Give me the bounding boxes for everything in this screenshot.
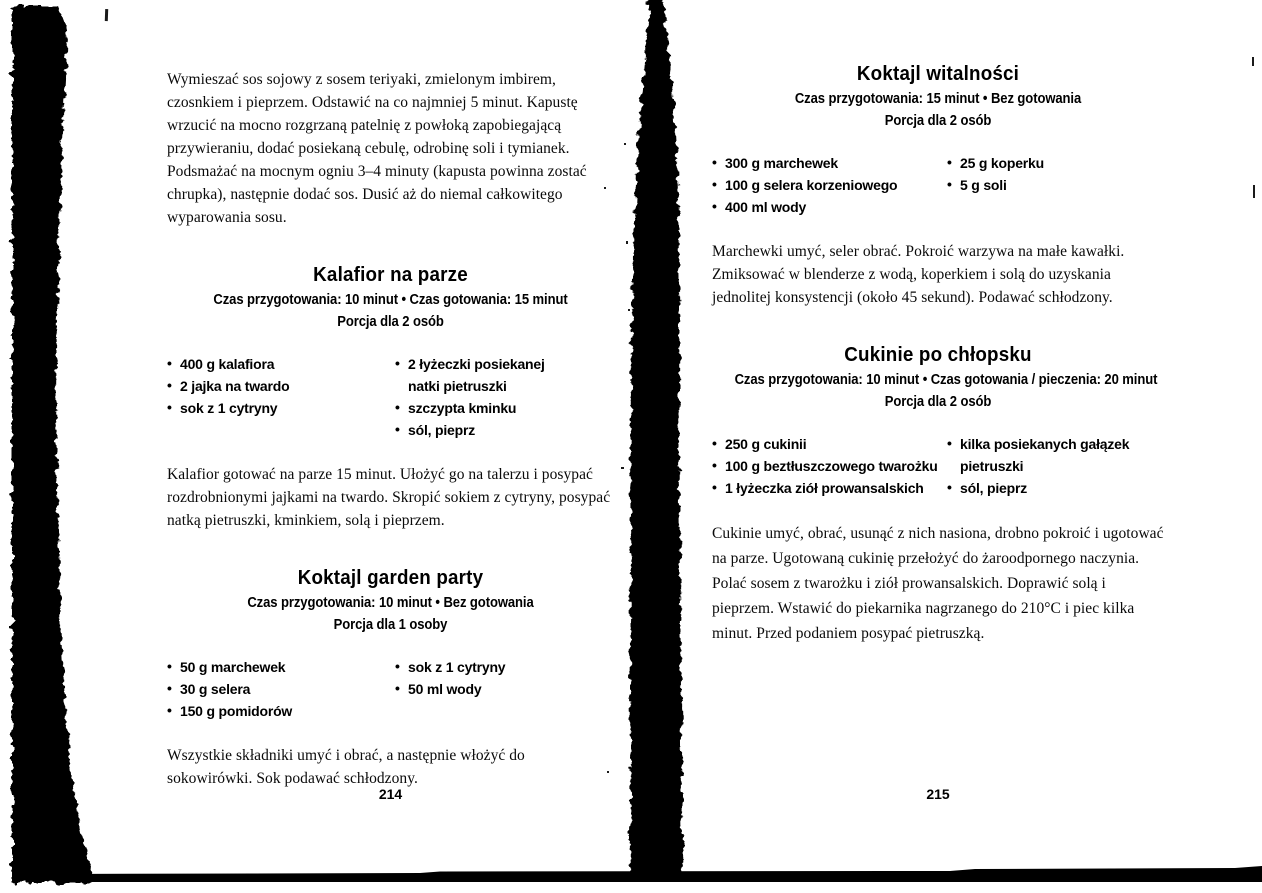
recipe-time-info: Czas przygotowania: 15 minut • Bez gotowania — [794, 91, 1082, 107]
ingredient-item: • 50 ml wody — [395, 678, 580, 700]
scan-left-edge-shadow — [12, 6, 95, 883]
intro-paragraph: Wymieszać sos sojowy z sosem teriyaki, zmielonym imbirem, czosnkiem i pieprzem. Odstawić na co najmniej 5 minut. Kapustę wrzucić na mocno rozgrzaną patelnię z powłoką zapobiegającą przywieraniu, dodać posiekaną cebulę, odrobinę soli i tymianek. Podsmażać na mocnym ogniu 3–4 minuty (kapusta powinna zostać chrupka), następnie dodać sos. Dusić aż do niemal całkowitego wyparowania sosu. — [167, 71, 587, 226]
ingredients-list — [167, 656, 614, 722]
ingredient-item: • 5 g soli — [947, 174, 1137, 196]
recipe-title: Cukinie po chłopsku — [844, 344, 1032, 366]
scanned-page-right — [712, 62, 1164, 646]
instructions-paragraph: Wszystkie składniki umyć i obrać, a następnie włożyć do sokowirówki. Sok podawać schłodzony. — [167, 747, 525, 787]
recipe-title: Kalafior na parze — [313, 264, 468, 286]
ingredients-column-right — [947, 433, 1137, 499]
instructions-paragraph: Kalafior gotować na parze 15 minut. Ułożyć go na talerzu i posypać rozdrobnionymi jajkami na twardo. Skropić sokiem z cytryny, posypać natką pietruszki, kminkiem, solą i pieprzem. — [167, 466, 611, 529]
ingredients-list — [712, 152, 1164, 218]
ingredients-column-right — [395, 353, 580, 441]
ingredient-item: • 100 g beztłuszczowego twarożku — [712, 455, 947, 477]
scan-speck — [621, 467, 624, 469]
page-number-right: 215 — [926, 786, 950, 802]
ingredient-item: • 2 łyżeczki posiekanej natki pietruszki — [395, 353, 580, 397]
ingredient-item: • 150 g pomidorów — [167, 700, 395, 722]
ingredient-item: • 400 g kalafiora — [167, 353, 395, 375]
scan-speck — [1253, 185, 1255, 198]
ingredient-item: • 2 jajka na twardo — [167, 375, 395, 397]
recipe-title: Koktajl garden party — [297, 567, 484, 589]
scan-speck — [626, 241, 628, 244]
ingredients-column-left — [167, 656, 395, 722]
recipe-serving-info: Porcja dla 2 osób — [337, 314, 444, 330]
page-number-left: 214 — [378, 786, 403, 802]
recipe-title: Koktajl witalności — [856, 63, 1020, 85]
recipe-time-info: Czas przygotowania: 10 minut • Bez gotowania — [247, 595, 534, 611]
scan-speck — [624, 143, 626, 145]
ingredient-item: • 50 g marchewek — [167, 656, 395, 678]
recipe-cukinie-po-chlopsku — [712, 343, 1164, 646]
ingredient-item: • szczypta kminku — [395, 397, 580, 419]
ingredient-item: • 30 g selera — [167, 678, 395, 700]
ingredient-item: • 1 łyżeczka ziół prowansalskich — [712, 477, 947, 499]
instructions-paragraph: Marchewki umyć, seler obrać. Pokroić warzywa na małe kawałki. Zmiksować w blenderze z wodą, koperkiem i solą do uzyskania jednolitej konsystencji (około 45 sekund). Podawać schłodzony. — [712, 243, 1125, 306]
ingredient-item: • sól, pieprz — [947, 477, 1137, 499]
recipe-koktajl-witalnosci — [712, 62, 1164, 309]
recipe-serving-info: Porcja dla 2 osób — [884, 113, 992, 129]
ingredient-item: • sok z 1 cytryny — [395, 656, 580, 678]
recipe-time-info: Czas przygotowania: 10 minut • Czas gotowania / pieczenia: 20 minut — [734, 372, 1158, 388]
ingredients-list — [712, 433, 1164, 499]
book-gutter-shadow — [630, 0, 683, 877]
ingredient-item: • 300 g marchewek — [712, 152, 947, 174]
ingredients-column-left — [167, 353, 395, 441]
recipe-kalafior-na-parze — [167, 263, 614, 532]
recipe-koktajl-garden-party — [167, 566, 614, 790]
scan-speck — [628, 309, 630, 311]
ingredients-column-right — [947, 152, 1137, 218]
ingredient-item: • kilka posiekanych gałązek pietruszki — [947, 433, 1137, 477]
recipe-serving-info: Porcja dla 2 osób — [884, 394, 992, 410]
ingredient-item: • 25 g koperku — [947, 152, 1137, 174]
scan-speck — [105, 9, 108, 21]
instructions-paragraph: Cukinie umyć, obrać, usunąć z nich nasiona, drobno pokroić i ugotować na parze. Ugotowaną cukinię przełożyć do żaroodpornego naczynia. Polać sosem z twarożku i ziół prowansalskich. Doprawić solą i pieprzem. Wstawić do piekarnika nagrzanego do 210°C i piec kilka minut. Przed podaniem posypać pietruszką. — [712, 525, 1164, 642]
recipe-serving-info: Porcja dla 1 osoby — [333, 617, 448, 633]
recipe-time-info: Czas przygotowania: 10 minut • Czas gotowania: 15 minut — [213, 292, 568, 308]
ingredient-item: • 250 g cukinii — [712, 433, 947, 455]
ingredient-item: • 100 g selera korzeniowego — [712, 174, 947, 196]
scan-speck — [1252, 57, 1254, 66]
scan-bottom-edge-shadow — [55, 866, 1262, 882]
ingredient-item: • 400 ml wody — [712, 196, 947, 218]
ingredients-list — [167, 353, 614, 441]
ingredient-item: • sól, pieprz — [395, 419, 580, 441]
ingredient-item: • sok z 1 cytryny — [167, 397, 395, 419]
scanned-page-left — [167, 68, 614, 790]
ingredients-column-left — [712, 433, 947, 499]
ingredients-column-left — [712, 152, 947, 218]
ingredients-column-right — [395, 656, 580, 722]
